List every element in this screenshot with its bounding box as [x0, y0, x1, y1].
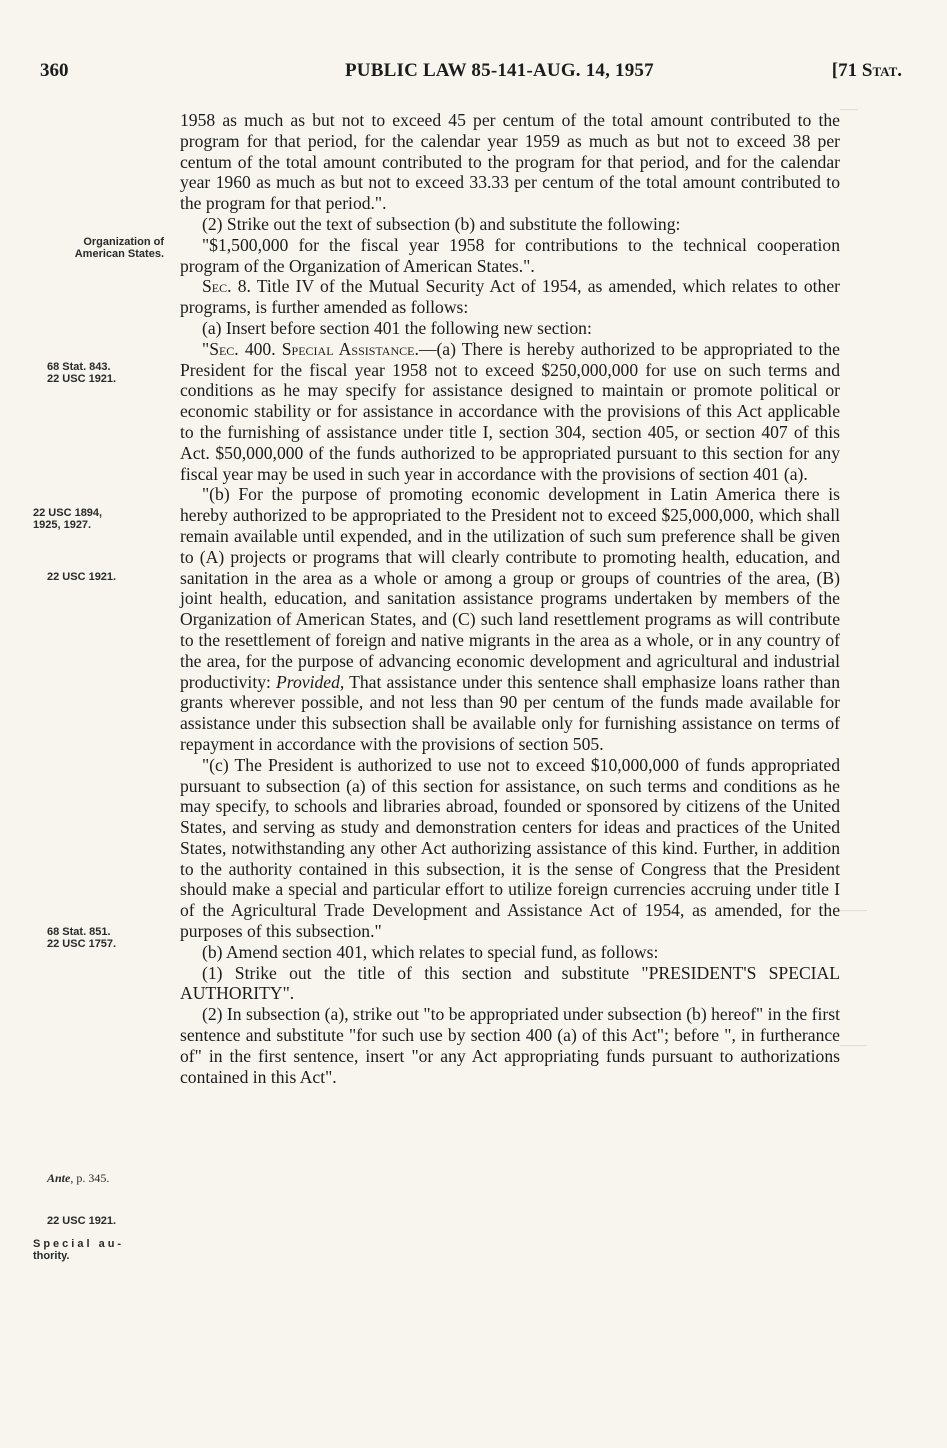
paragraph-4: [180, 276, 840, 318]
paragraph-7: [180, 484, 840, 754]
margin-note-line: Organization of: [83, 236, 164, 248]
margin-note-oas: [0, 236, 164, 260]
section-abbrev: Sec.: [209, 338, 239, 359]
main-text: [180, 110, 840, 1087]
margin-note-stat-851: [47, 926, 151, 950]
margin-note-line: 68 Stat. 851.: [47, 926, 111, 938]
paragraph-11: (2) In subsection (a), strike out "to be appropriated under subsection (b) hereof" in the first sentence and substitute "for such use by section 400 (a) of this Act"; before ", in furtherance of" in the first sentence, insert "or any Act appropriating funds pursuant to authorizations contained in this Act".: [180, 1004, 840, 1087]
paragraph-10: (1) Strike out the title of this section and substitute "PRESIDENT'S SPECIAL AUTHORITY".: [180, 962, 840, 1004]
margin-note-usc-1894: [33, 507, 163, 531]
statute-reference: [832, 60, 902, 82]
margin-note-line: 1925, 1927.: [33, 519, 92, 531]
paragraph-6: [180, 339, 840, 485]
paragraph-9: (b) Amend section 401, which relates to special fund, as follows:: [202, 941, 659, 962]
bleed-through-mark: ———: [840, 905, 867, 915]
margin-note-special-authority: [33, 1238, 163, 1262]
margin-note-line: 22 USC 1921.: [47, 571, 117, 583]
margin-note-line: 22 USC 1894,: [33, 507, 103, 519]
stat-bracket: [: [831, 60, 839, 81]
margin-note-line: 68 Stat. 843.: [47, 361, 111, 373]
margin-note-line: thority.: [33, 1250, 70, 1262]
margin-note-line: Special au-: [33, 1238, 125, 1250]
paragraph-5: (a) Insert before section 401 the following new section:: [202, 317, 592, 338]
paragraph-1: 1958 as much as but not to exceed 45 per centum of the total amount contributed to the program for that period, for the calendar year 1959 as much as but not to exceed 38 per centum of the total amount contributed to the program for that period, and for the calendar year 1960 as much as but not to exceed 33.33 per centum of the total amount contributed to the program for that period.".: [180, 110, 840, 214]
margin-note-ante-page: , p. 345.: [70, 1171, 110, 1185]
margin-note-line: American States.: [74, 248, 164, 260]
margin-note-line: 22 USC 1757.: [47, 938, 117, 950]
provided-italic: Provided: [276, 671, 340, 692]
page-number: 360: [40, 60, 69, 81]
stat-volume: 71: [838, 60, 858, 81]
margin-note-usc-1921-a: [47, 571, 151, 583]
paragraph-8: "(c) The President is authorized to use not to exceed $10,000,000 of funds appropriated pursuant to subsection (a) of this section for assistance, on such terms and conditions as he may specify, to schools and libraries abroad, founded or sponsored by citizens of the United States, and serving as study and demonstration centers for ideas and practices of the United States, notwithstanding any other Act authorizing assistance of this kind. Further, in addition to the authority contained in this subsection, it is the sense of Congress that the President should make a special and particular effort to utilize foreign currencies accruing under title I of the Agricultural Trade Development and Assistance Act of 1954, as amended, for the purposes of this subsection.": [180, 754, 840, 942]
section-heading: Special Assistance.: [281, 338, 419, 359]
margin-note-usc-1921-b: [47, 1215, 151, 1227]
paragraph-6-text: —(a) There is hereby authorized to be appropriated to the President for the fiscal year 1958 not to exceed $250,000,000 for use on such terms and conditions as he may specify for assistance designed to maintain or promote political or economic stability or for assistance in accordance with the provisions of this Act applicable to the furnishing of assistance under title I, section 304, section 405, or section 407 of this Act. $50,000,000 of the funds authorized to be appropriated pursuant to this section for any fiscal year may be used in such year in accordance with the provisions of section 401 (a).: [180, 338, 840, 484]
page-header: [40, 60, 902, 90]
bleed-through-mark: ——: [840, 104, 858, 114]
section-number: 400.: [238, 338, 282, 359]
paragraph-4-text: 8. Title IV of the Mutual Security Act of 1954, as amended, which relates to other programs, is further amended as follows:: [180, 276, 840, 318]
margin-note-stat-843: [47, 361, 151, 385]
bleed-through-mark: ———: [840, 1040, 867, 1050]
stat-label: Stat.: [861, 60, 902, 81]
margin-note-ante-italic: Ante: [47, 1171, 71, 1185]
paragraph-3: "$1,500,000 for the fiscal year 1958 for contributions to the technical cooperation program of the Organization of American States.".: [180, 234, 840, 276]
paragraph-7-text-a: "(b) For the purpose of promoting economic development in Latin America there is hereby authorized to be appropriated to the President not to exceed $25,000,000, which shall remain available until expended, and in the utilization of such sum preference shall be given to (A) projects or programs that will clearly contribute to promoting health, education, and sanitation in the area as a whole or among a group or groups of countries of the area, (B) joint health, education, and sanitation assistance programs undertaken by members of the Organization of American States, and (C) such land resettlement programs as will contribute to the resettlement of foreign and native migrants in the area as a whole, or in any country of the area, for the purpose of advancing economic development and agricultural and industrial productivity:: [180, 484, 840, 692]
margin-note-line: 22 USC 1921.: [47, 1215, 117, 1227]
margin-note-line: 22 USC 1921.: [47, 373, 117, 385]
open-quote: ": [202, 338, 210, 359]
margin-note-ante: [47, 1172, 151, 1184]
paragraph-7-text-b: , That assistance under this sentence shall emphasize loans rather than grants wherever possible, and not less than 90 per centum of the funds made available for assistance under this subsection shall be available only for furnishing assistance on terms of repayment in accordance with the provisions of section 505.: [180, 671, 841, 754]
paragraph-2: (2) Strike out the text of subsection (b) and substitute the following:: [202, 213, 681, 234]
running-title: PUBLIC LAW 85-141-AUG. 14, 1957: [345, 60, 654, 81]
section-abbrev: Sec.: [202, 276, 232, 297]
